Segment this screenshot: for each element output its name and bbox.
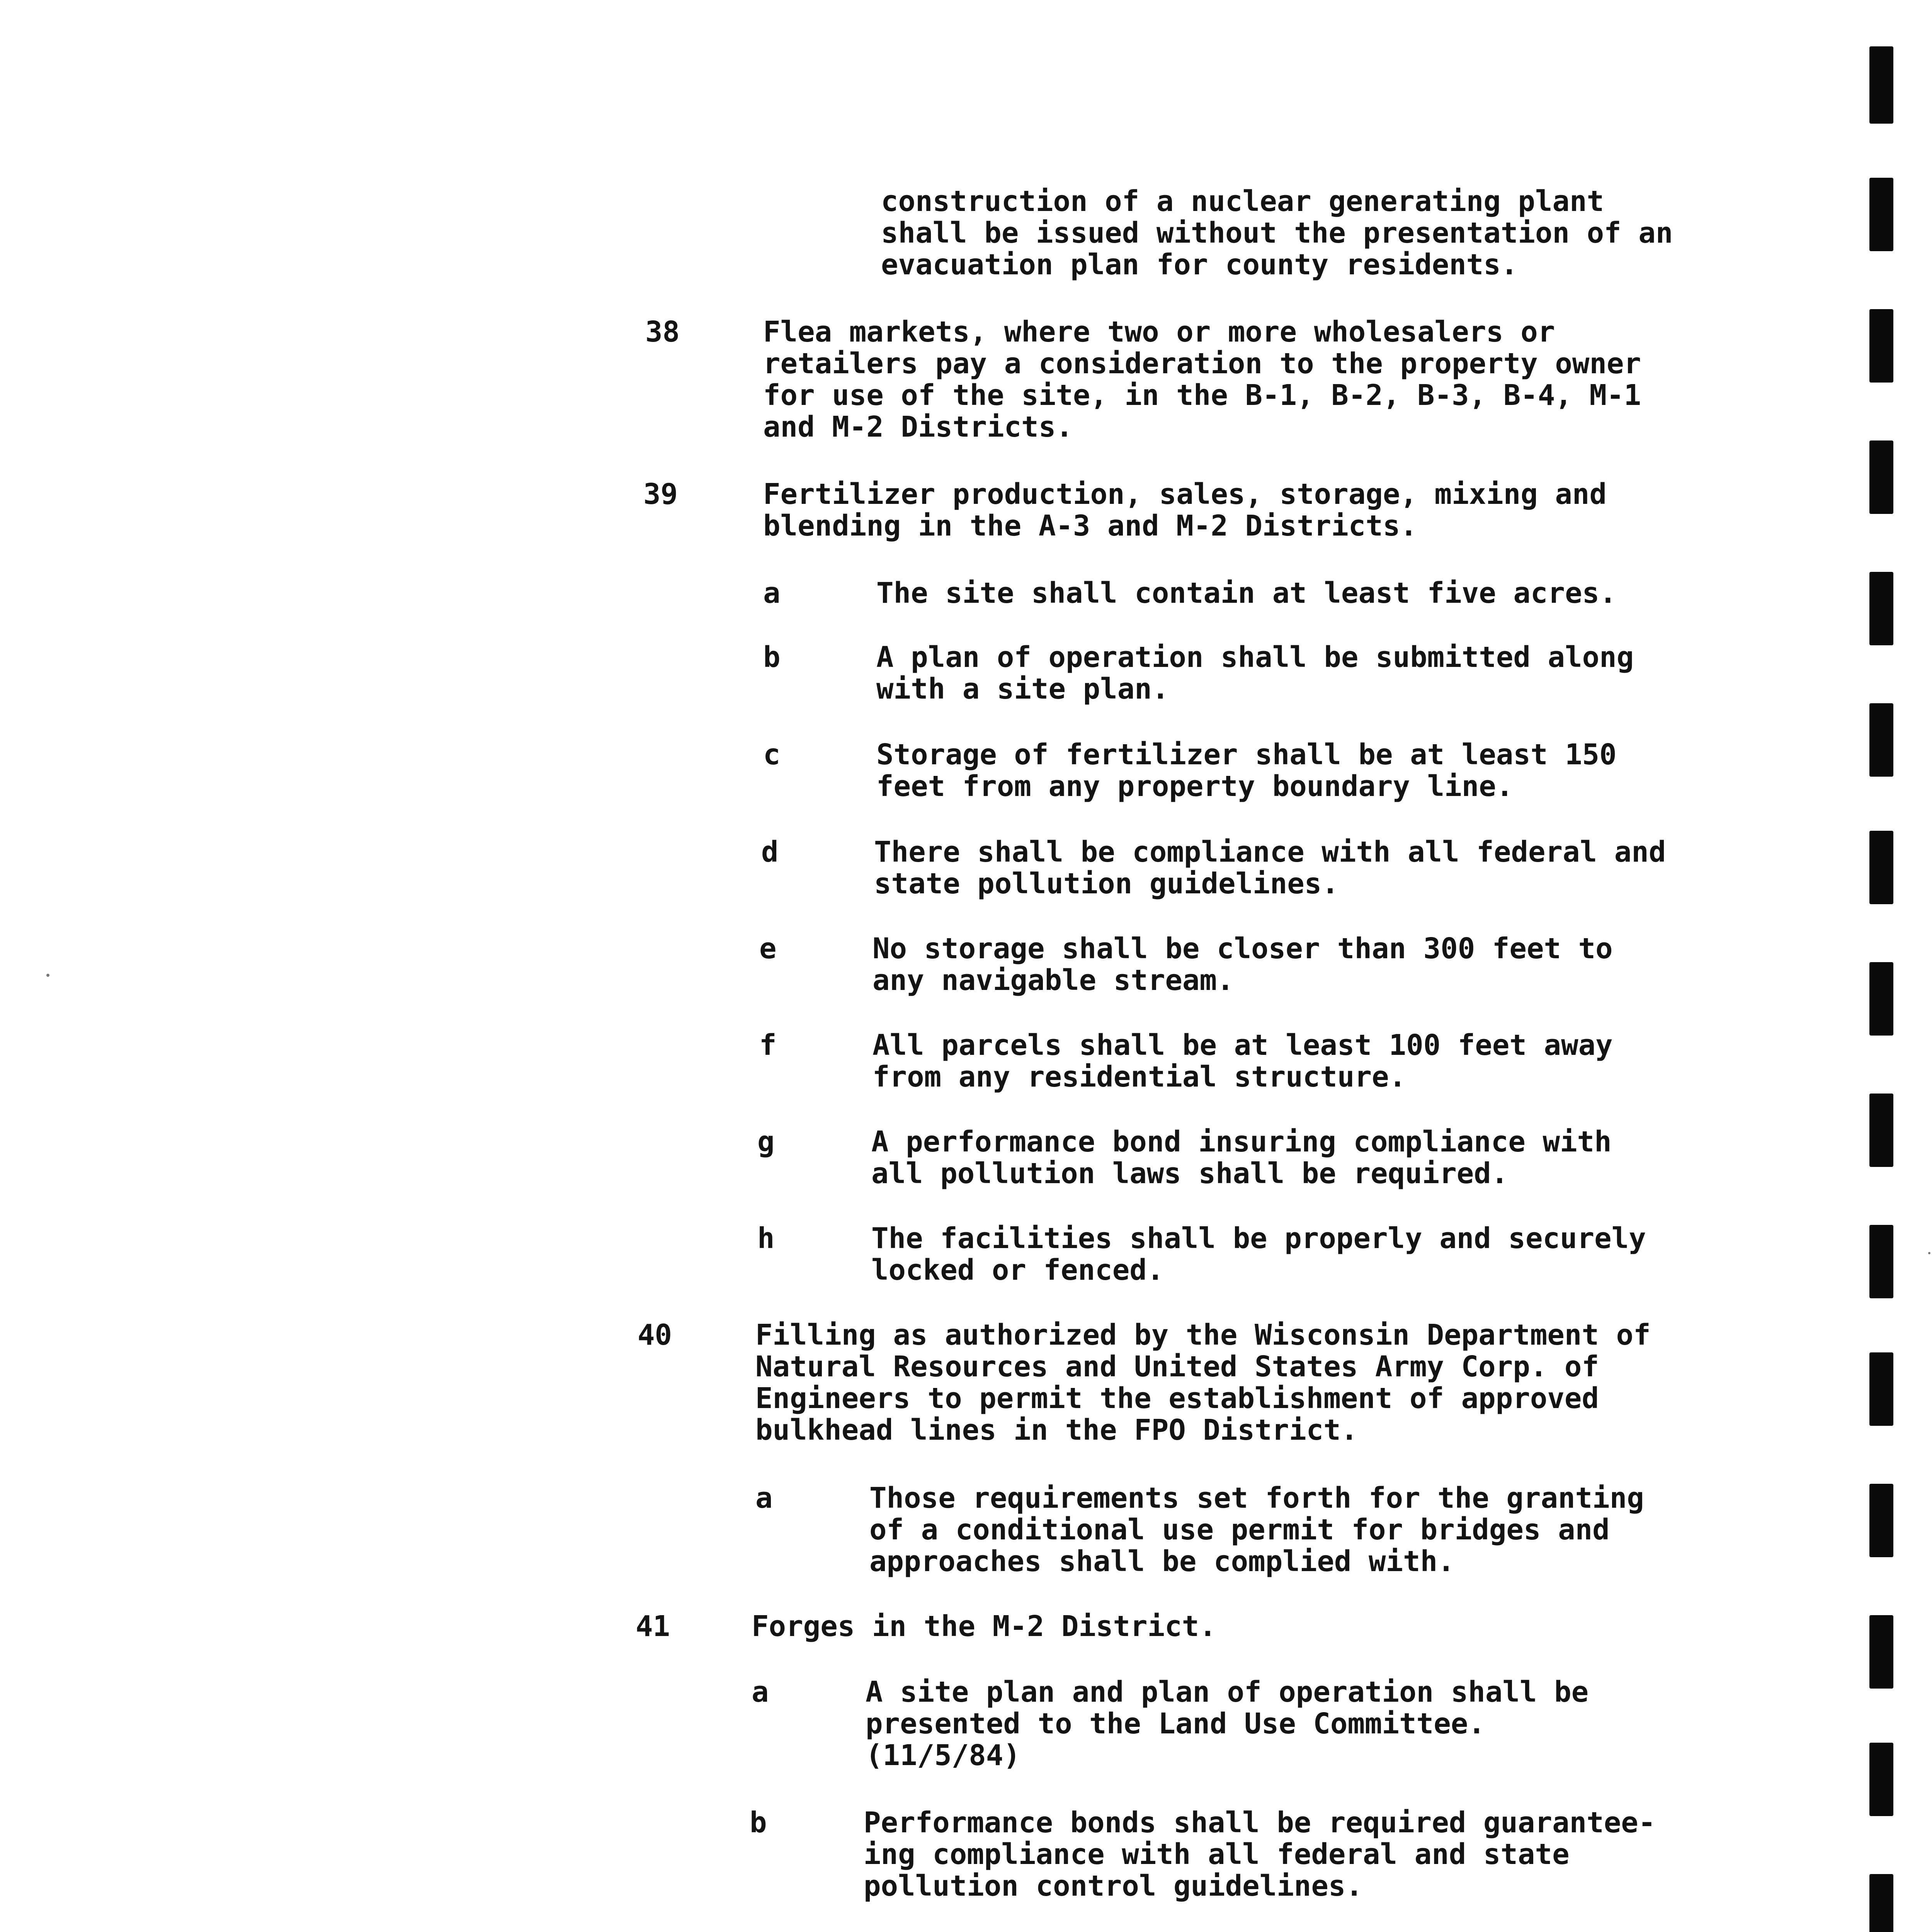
timing-mark [1869, 46, 1893, 124]
subitem-letter: f [759, 1029, 777, 1062]
subitem-line: any navigable stream. [872, 964, 1234, 997]
item-line: and M-2 Districts. [763, 410, 1073, 444]
item-line: Fertilizer production, sales, storage, mixing and [763, 478, 1607, 511]
subitem-line: locked or fenced. [871, 1253, 1164, 1287]
timing-mark [1869, 1615, 1893, 1689]
subitem-line: All parcels shall be at least 100 feet away [872, 1029, 1613, 1062]
item-line: Engineers to permit the establishment of approved [755, 1382, 1599, 1415]
timing-mark [1869, 1094, 1893, 1167]
subitem-line: of a conditional use permit for bridges and [869, 1513, 1610, 1546]
scan-speck [46, 974, 49, 977]
subitem-letter: e [759, 932, 777, 965]
subitem-line: from any residential structure. [872, 1060, 1406, 1094]
subitem-letter: d [761, 835, 779, 869]
timing-mark [1869, 962, 1893, 1036]
item-line: blending in the A-3 and M-2 Districts. [763, 509, 1417, 543]
item-line: Forges in the M-2 District. [752, 1610, 1216, 1643]
subitem-line: pollution control guidelines. [864, 1869, 1363, 1903]
subitem-line: Storage of fertilizer shall be at least 150 [876, 738, 1617, 771]
subitem-line: feet from any property boundary line. [876, 770, 1514, 803]
subitem-letter: a [755, 1481, 773, 1515]
intro-line: shall be issued without the presentation of an [881, 216, 1673, 250]
subitem-letter: a [752, 1675, 769, 1709]
timing-mark [1869, 1352, 1893, 1426]
subitem-line: Those requirements set forth for the granting [869, 1481, 1644, 1515]
item-number: 39 [643, 478, 678, 511]
timing-mark [1869, 831, 1893, 904]
item-line: Flea markets, where two or more wholesalers or [763, 315, 1555, 349]
subitem-line: No storage shall be closer than 300 feet to [872, 932, 1613, 965]
timing-mark [1869, 572, 1893, 645]
timing-mark [1869, 703, 1893, 777]
timing-mark [1869, 1225, 1893, 1298]
timing-mark [1869, 1743, 1893, 1816]
subitem-line: presented to the Land Use Committee. [866, 1707, 1485, 1740]
intro-line: evacuation plan for county residents. [881, 248, 1518, 281]
subitem-line: A performance bond insuring compliance with [871, 1125, 1612, 1158]
subitem-line: A plan of operation shall be submitted along [876, 641, 1634, 674]
subitem-letter: a [763, 577, 781, 610]
subitem-line: all pollution laws shall be required. [871, 1157, 1509, 1190]
subitem-line: with a site plan. [876, 672, 1169, 706]
subitem-line: A site plan and plan of operation shall be [866, 1675, 1589, 1709]
timing-mark [1869, 309, 1893, 383]
item-number: 38 [645, 315, 680, 349]
subitem-letter: b [763, 641, 781, 674]
subitem-letter: h [757, 1222, 775, 1255]
item-line: Filling as authorized by the Wisconsin Department of [755, 1318, 1651, 1352]
item-line: Natural Resources and United States Army Corp. of [755, 1350, 1599, 1383]
item-number: 40 [638, 1318, 672, 1352]
item-number: 41 [636, 1610, 670, 1643]
scan-speck [1928, 1252, 1930, 1254]
subitem-line: ing compliance with all federal and state [864, 1838, 1570, 1871]
timing-mark [1869, 440, 1893, 514]
subitem-line: The site shall contain at least five acres. [876, 577, 1617, 610]
subitem-line: There shall be compliance with all federal and [874, 835, 1666, 869]
subitem-line: approaches shall be complied with. [869, 1545, 1455, 1578]
timing-mark [1869, 1484, 1893, 1557]
item-line: retailers pay a consideration to the property owner [763, 347, 1641, 380]
subitem-line: Performance bonds shall be required guarantee- [864, 1806, 1656, 1839]
item-line: bulkhead lines in the FPO District. [755, 1413, 1358, 1447]
item-line: for use of the site, in the B-1, B-2, B-3, B-4, M-1 [763, 379, 1641, 412]
subitem-line: The facilities shall be properly and securely [871, 1222, 1646, 1255]
subitem-line: (11/5/84) [866, 1739, 1020, 1772]
subitem-letter: g [757, 1125, 775, 1158]
subitem-letter: c [763, 738, 781, 771]
subitem-line: state pollution guidelines. [874, 867, 1339, 900]
intro-line: construction of a nuclear generating plant [881, 185, 1604, 218]
timing-mark [1869, 178, 1893, 251]
timing-mark [1869, 1874, 1893, 1932]
subitem-letter: b [750, 1806, 767, 1839]
